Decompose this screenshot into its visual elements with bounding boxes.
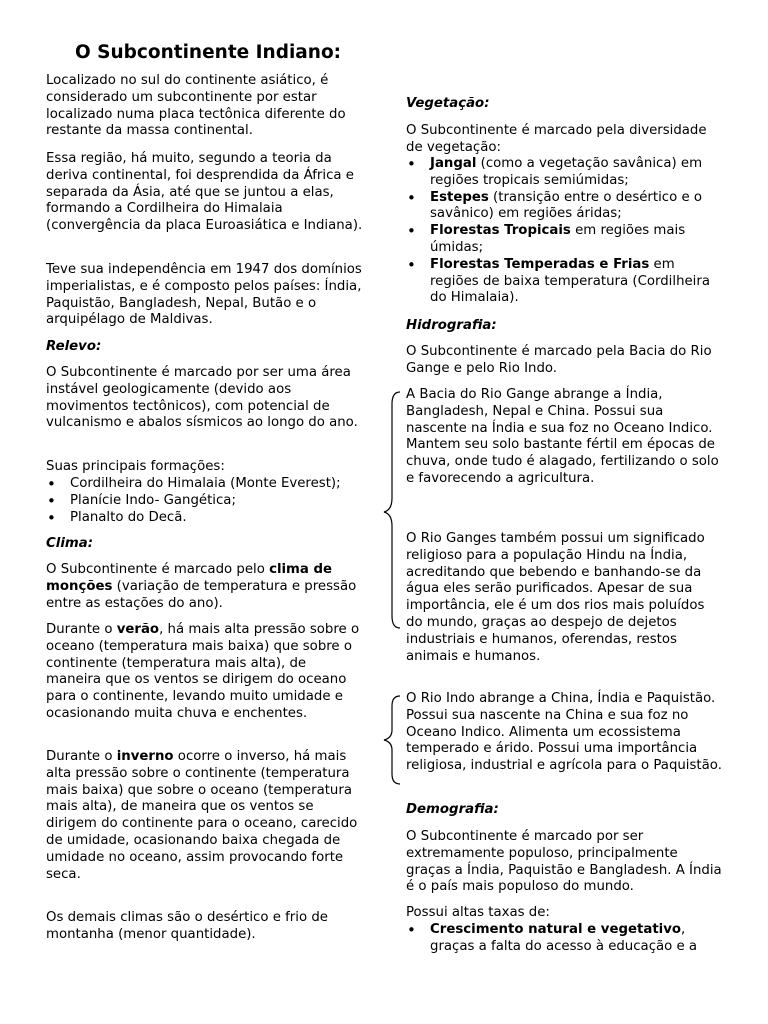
hidrografia-paragraph: O Subcontinente é marcado pela Bacia do Rio Gange e pelo Rio Indo.	[406, 344, 712, 376]
demografia-list	[406, 922, 724, 956]
relevo-formations-intro: Suas principais formações:	[46, 459, 225, 474]
clima-paragraph-1: O Subcontinente é marcado pelo clima de monções (variação de temperatura e pressão entre as estações do ano).	[46, 562, 357, 611]
gange-brace-icon	[382, 390, 404, 630]
intro-paragraph-2: Essa região, há muito, segundo a teoria da deriva continental, foi desprendida da África e separada da Ásia, até que se juntou a elas, formando a Cordilheira do Himalaia (convergência da placa Euroasiática e Indiana).	[46, 151, 363, 234]
clima-paragraph-2: Durante o verão, há mais alta pressão sobre o oceano (temperatura mais baixa) que sobre o continente (temperatura mais alta), de maneira que os ventos se dirigem do oceano para o continente, levando muito umidade e ocasionando muita chuva e enchentes.	[46, 622, 360, 721]
indo-brace-icon	[382, 694, 404, 786]
relevo-paragraph: O Subcontinente é marcado por ser uma área instável geologicamente (devido aos movimentos tectônicos), com potencial de vulcanismo e abalos sísmicos ao longo do ano.	[46, 365, 358, 431]
relevo-list	[46, 476, 364, 526]
relevo-heading: Relevo:	[46, 339, 102, 354]
list-item: • Jangal (como a vegetação savânica) em regiões tropicais semiúmidas;	[406, 156, 724, 190]
list-item: • Florestas Temperadas e Frias em regiões de baixa temperatura (Cordilheira do Himalaia).	[406, 257, 724, 307]
vegetacao-heading: Vegetação:	[406, 96, 490, 111]
demografia-heading: Demografia:	[406, 802, 499, 817]
gange-paragraph-1: A Bacia do Rio Gange abrange a Índia, Bangladesh, Nepal e China. Possui sua nascente na Índia e sua foz no Oceano Indico. Mantem seu solo bastante fértil em épocas de chuva, onde tudo é alagado, fertilizando o solo e favorecendo a agricultura.	[406, 387, 719, 486]
demografia-rates-intro: Possui altas taxas de:	[406, 905, 550, 920]
gange-paragraph-2: O Rio Ganges também possui um significado religioso para a população Hindu na Índia, acreditando que bebendo e banhando-se da água eles serão purificados. Apesar de sua importância, ele é um dos rios mais poluídos do mundo, graças ao despejo de dejetos industriais e humanos, oferendas, restos animais e humanos.	[406, 531, 705, 664]
hidrografia-heading: Hidrografia:	[406, 318, 497, 333]
list-item: • Crescimento natural e vegetativo, graças a falta do acesso à educação e a	[406, 922, 724, 956]
demografia-paragraph: O Subcontinente é marcado por ser extremamente populoso, principalmente graças a Índia, Paquistão e Bangladesh. A Índia é o país mais populoso do mundo.	[406, 829, 722, 895]
indo-paragraph: O Rio Indo abrange a China, Índia e Paquistão. Possui sua nascente na China e sua foz no Oceano Indico. Alimenta um ecossistema temperado e árido. Possui uma importância religiosa, industrial e agrícola para o Paquistão.	[406, 691, 722, 774]
list-item: • Planalto do Decã.	[46, 510, 364, 527]
clima-paragraph-4: Os demais climas são o desértico e frio de montanha (menor quantidade).	[46, 910, 328, 942]
clima-paragraph-3: Durante o inverno ocorre o inverso, há mais alta pressão sobre o continente (temperatura mais baixa) que sobre o oceano (temperatura mais alta), de maneira que os ventos se dirigem do continente para o oceano, carecido de umidade, ocasionando baixa chegada de umidade no oceano, assim provocando forte seca.	[46, 749, 358, 882]
list-item: • Estepes (transição entre o desértico e o savânico) em regiões áridas;	[406, 190, 724, 224]
list-item: • Cordilheira do Himalaia (Monte Everest);	[46, 476, 364, 493]
list-item: • Florestas Tropicais em regiões mais úmidas;	[406, 223, 724, 257]
vegetacao-list	[406, 156, 724, 307]
intro-paragraph-1: Localizado no sul do continente asiático, é considerado um subcontinente por estar localizado numa placa tectônica diferente do restante da massa continental.	[46, 73, 346, 139]
clima-heading: Clima:	[46, 536, 94, 551]
page-title: O Subcontinente Indiano:	[75, 42, 342, 63]
list-item: • Planície Indo- Gangética;	[46, 493, 364, 510]
intro-paragraph-3: Teve sua independência em 1947 dos domínios imperialistas, e é composto pelos países: Índia, Paquistão, Bangladesh, Nepal, Butão e o arquipélago de Maldivas.	[46, 262, 362, 328]
vegetacao-paragraph: O Subcontinente é marcado pela diversidade de vegetação:	[406, 123, 707, 155]
